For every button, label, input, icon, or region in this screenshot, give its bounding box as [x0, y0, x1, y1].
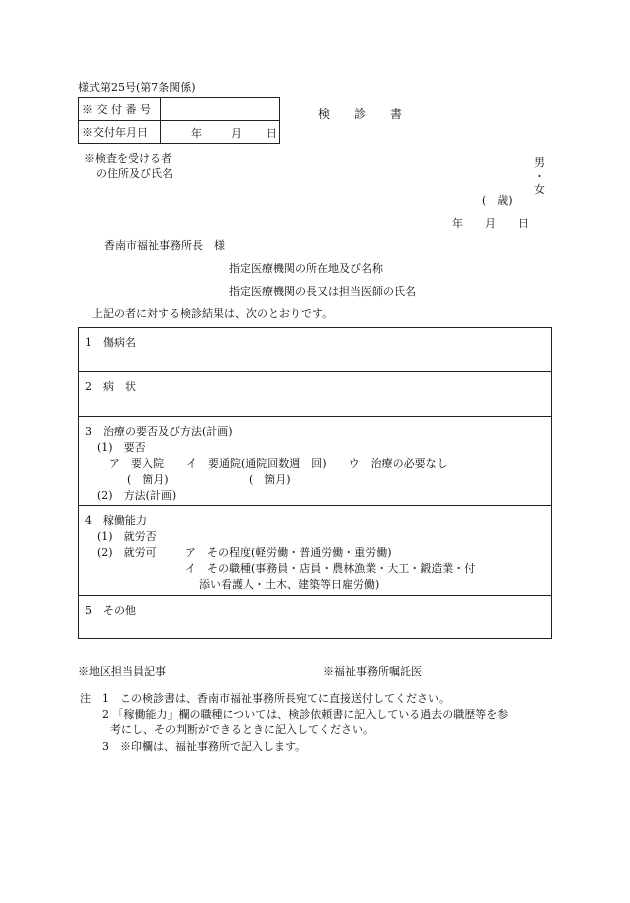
receipt-date-day: 日	[266, 127, 277, 140]
work-not-possible: (1) 就労否	[97, 530, 157, 543]
document-title: 検 診 書	[318, 107, 403, 121]
inpatient-months[interactable]: ( 箇月)	[127, 473, 169, 486]
note-2-cont: 考にし、その判断ができるときに記入してください。	[110, 723, 374, 736]
sex-female[interactable]: 女	[534, 183, 545, 196]
examinee-label-line1: ※検査を受ける者	[84, 152, 172, 165]
district-officer-notes: ※地区担当員記事	[78, 665, 166, 678]
work-occupations-cont: 添い看護人・土木、建築等日雇労働)	[199, 578, 380, 591]
outpatient-months[interactable]: ( 箇月)	[249, 473, 291, 486]
section-work-ability-title: 4 稼働能力	[85, 514, 147, 527]
note-1: 注 1 この検診書は、香南市福祉事務所長宛てに直接送付してください。	[80, 692, 450, 705]
note-2: 2 「稼働能力」欄の職種については、検診依頼書に記入している過去の職歴等を参	[102, 708, 509, 721]
work-occupations: イ その職種(事務員・店員・農林漁業・大工・鍛造業・付	[185, 562, 476, 575]
section-treatment[interactable]	[78, 416, 552, 506]
work-intensity: ア その程度(軽労働・普通労働・重労働)	[185, 546, 392, 559]
examinee-label-line2: の住所及び氏名	[96, 167, 173, 180]
section-diagnosis-title: 1 傷病名	[85, 336, 136, 349]
addressee: 香南市福祉事務所長 様	[104, 239, 225, 252]
receipt-number-label: ※ 交 付 番 号	[79, 98, 161, 121]
receipt-date-year: 年	[191, 127, 202, 140]
section-condition[interactable]	[78, 371, 552, 417]
section-condition-title: 2 病 状	[85, 380, 136, 393]
receipt-date-month: 月	[231, 127, 242, 140]
receipt-date-field[interactable]	[161, 121, 280, 144]
treatment-necessity: (1) 要否	[97, 441, 146, 454]
section-diagnosis[interactable]	[78, 327, 552, 372]
section-other-title: 5 その他	[85, 604, 136, 617]
receipt-number-field[interactable]	[161, 98, 280, 121]
section-treatment-title: 3 治療の要否及び方法(計画)	[85, 425, 233, 438]
sex-male[interactable]: 男	[534, 156, 545, 169]
date-line: 年 月 日	[452, 217, 529, 230]
section-other[interactable]	[78, 595, 552, 639]
receipt-date-label: ※交付年月日	[79, 121, 161, 144]
welfare-doctor-label: ※福祉事務所嘱託医	[323, 665, 422, 678]
intro-text: 上記の者に対する検診結果は、次のとおりです。	[92, 307, 334, 320]
treatment-method: (2) 方法(計画)	[97, 489, 177, 502]
work-possible: (2) 就労可	[97, 546, 157, 559]
note-3: 3 ※印欄は、福祉事務所で記入します。	[102, 740, 307, 753]
treatment-options: ア 要入院 イ 要通院(通院回数週 回) ウ 治療の必要なし	[109, 457, 448, 470]
sex-separator: ・	[534, 170, 545, 183]
receipt-table	[78, 97, 280, 144]
institution-doctor-label: 指定医療機関の長又は担当医師の氏名	[229, 285, 416, 298]
form-number: 様式第25号(第7条関係)	[78, 81, 196, 94]
section-work-ability[interactable]	[78, 505, 552, 596]
institution-name-label: 指定医療機関の所在地及び名称	[229, 262, 383, 275]
age-field[interactable]: ( 歳)	[482, 194, 513, 207]
